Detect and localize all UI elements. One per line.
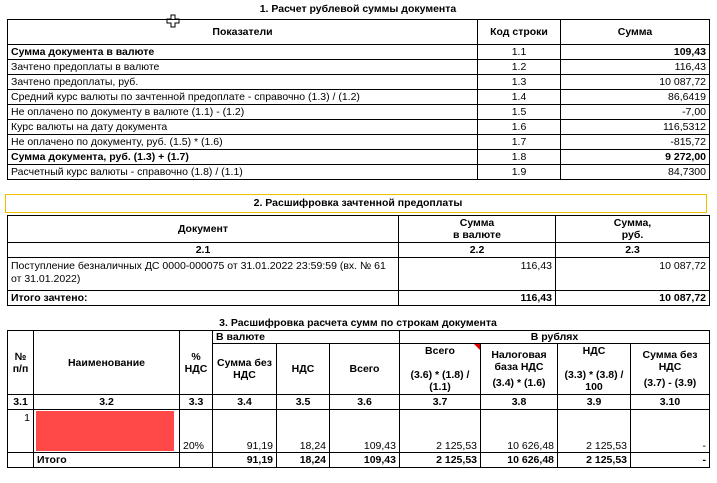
col-code: 3.4 [213,395,277,410]
base-label: Налоговая база НДС [491,349,547,373]
table-row[interactable] [8,75,710,90]
row-label: Курс валюты на дату документа [8,120,478,135]
row-code: 1.6 [478,120,561,135]
col-header-document: Документ [8,216,399,243]
row-code: 1.3 [478,75,561,90]
table-row[interactable] [8,410,710,453]
col-code: 2.1 [8,243,399,258]
table-row[interactable] [8,135,710,150]
row-code: 1.7 [478,135,561,150]
row-label: Не оплачено по документу в валюте (1.1) - (1.2) [8,105,478,120]
table-row[interactable] [8,120,710,135]
total-base: 10 626,48 [481,453,558,468]
total-rub-vat: 2 125,53 [558,453,631,468]
redacted-item-name [36,411,174,451]
row-num: 1 [8,410,34,453]
row-code: 1.2 [478,60,561,75]
table-row[interactable] [8,90,710,105]
group-header-currency: В валюте [213,331,400,344]
row-rub-no-vat: - [631,410,710,453]
row-value: 9 272,00 [561,150,710,165]
col-header-rub-vat [558,344,631,395]
rub-no-vat-formula: (3.7) - (3.9) [643,377,697,389]
col-header-indicator: Показатели [8,20,478,45]
col-code: 3.2 [34,395,180,410]
col-header-rub-no-vat [631,344,710,395]
row-value: 10 087,72 [561,75,710,90]
base-formula: (3.4) * (1.6) [492,377,546,389]
section2-table [7,215,710,306]
rub-total-formula: (3.6) * (1.8) / (1.1) [410,369,470,393]
col-code: 3.6 [330,395,400,410]
row-label: Не оплачено по документу, руб. (1.5) * (1.6) [8,135,478,150]
codes-row [8,395,710,410]
total-sum-no-vat: 91,19 [213,453,277,468]
row-code: 1.4 [478,90,561,105]
row-value: 86,6419 [561,90,710,105]
row-label: Зачтено предоплаты в валюте [8,60,478,75]
col-header-vat-rate: % НДС [180,331,213,395]
col-code: 3.1 [8,395,34,410]
section1-table [7,19,710,180]
total-total: 109,43 [330,453,400,468]
row-value: -815,72 [561,135,710,150]
total-row [8,291,710,306]
section3-title: 3. Расшифровка расчета сумм по строкам документа [219,317,497,329]
row-label: Сумма документа в валюте [8,45,478,60]
row-vat: 18,24 [277,410,330,453]
codes-row [8,243,710,258]
table-row[interactable] [8,258,710,291]
total-rub-no-vat: - [631,453,710,468]
table-row[interactable] [8,165,710,180]
col-header-total: Всего [330,344,400,395]
col-code: 2.3 [556,243,710,258]
sum-rub: 10 087,72 [556,258,710,291]
row-value: -7,00 [561,105,710,120]
row-code: 1.1 [478,45,561,60]
header-group-row [8,331,710,344]
row-label: Сумма документа, руб. (1.3) + (1.7) [8,150,478,165]
header-row [8,20,710,45]
col-code: 3.3 [180,395,213,410]
total-empty [8,453,34,468]
header-row [8,216,710,243]
col-header-base [481,344,558,395]
table-row[interactable] [8,150,710,165]
document-link[interactable]: Поступление безналичных ДС 0000-000075 от 31.01.2022 23:59:59 (вх. № 61 от 31.01.2022) [8,258,399,291]
table-row[interactable] [8,60,710,75]
row-base: 10 626,48 [481,410,558,453]
total-label: Итого [34,453,180,468]
rub-vat-label: НДС [582,345,606,357]
rub-no-vat-label: Сумма без НДС [642,349,698,373]
row-code: 1.5 [478,105,561,120]
total-label: Итого зачтено: [8,291,399,306]
group-header-rub: В рублях [400,331,710,344]
table-row[interactable] [8,45,710,60]
row-rub-vat: 2 125,53 [558,410,631,453]
col-code: 3.10 [631,395,710,410]
rub-total-label: Всего [425,345,455,357]
col-header-sum-currency: Сумма в валюте [399,216,556,243]
col-code: 3.5 [277,395,330,410]
section2-title: 2. Расшифровка зачтенной предоплаты [253,197,463,209]
col-header-sum-rub: Сумма, руб. [556,216,710,243]
rub-vat-formula: (3.3) * (3.8) / 100 [564,369,624,393]
comment-marker-icon[interactable] [474,344,480,350]
col-code: 3.8 [481,395,558,410]
row-vat-rate: 20% [180,410,213,453]
total-vat: 18,24 [277,453,330,468]
col-code: 3.7 [400,395,481,410]
total-row [8,453,710,468]
row-rub-total: 2 125,53 [400,410,481,453]
row-label: Средний курс валюты по зачтенной предоплате - справочно (1.3) / (1.2) [8,90,478,105]
col-header-sum-no-vat: Сумма без НДС [213,344,277,395]
sum-currency: 116,43 [399,258,556,291]
item-name-cell [34,410,180,453]
row-label: Расчетный курс валюты - справочно (1.8) / (1.1) [8,165,478,180]
total-currency: 116,43 [399,291,556,306]
col-header-code: Код строки [478,20,561,45]
section1-title: 1. Расчет рублевой суммы документа [259,3,457,15]
total-rub-total: 2 125,53 [400,453,481,468]
row-code: 1.8 [478,150,561,165]
col-header-vat: НДС [277,344,330,395]
col-header-sum: Сумма [561,20,710,45]
total-rub: 10 087,72 [556,291,710,306]
col-header-num: № п/п [8,331,34,395]
total-empty [180,453,213,468]
row-value: 116,43 [561,60,710,75]
row-code: 1.9 [478,165,561,180]
col-header-rub-total [400,344,481,395]
row-value: 84,7300 [561,165,710,180]
col-code: 3.9 [558,395,631,410]
col-code: 2.2 [399,243,556,258]
table-row[interactable] [8,105,710,120]
row-sum-no-vat: 91,19 [213,410,277,453]
row-value: 109,43 [561,45,710,60]
row-total: 109,43 [330,410,400,453]
col-header-name: Наименование [34,331,180,395]
row-label: Зачтено предоплаты, руб. [8,75,478,90]
section3-table [7,330,710,468]
row-value: 116,5312 [561,120,710,135]
